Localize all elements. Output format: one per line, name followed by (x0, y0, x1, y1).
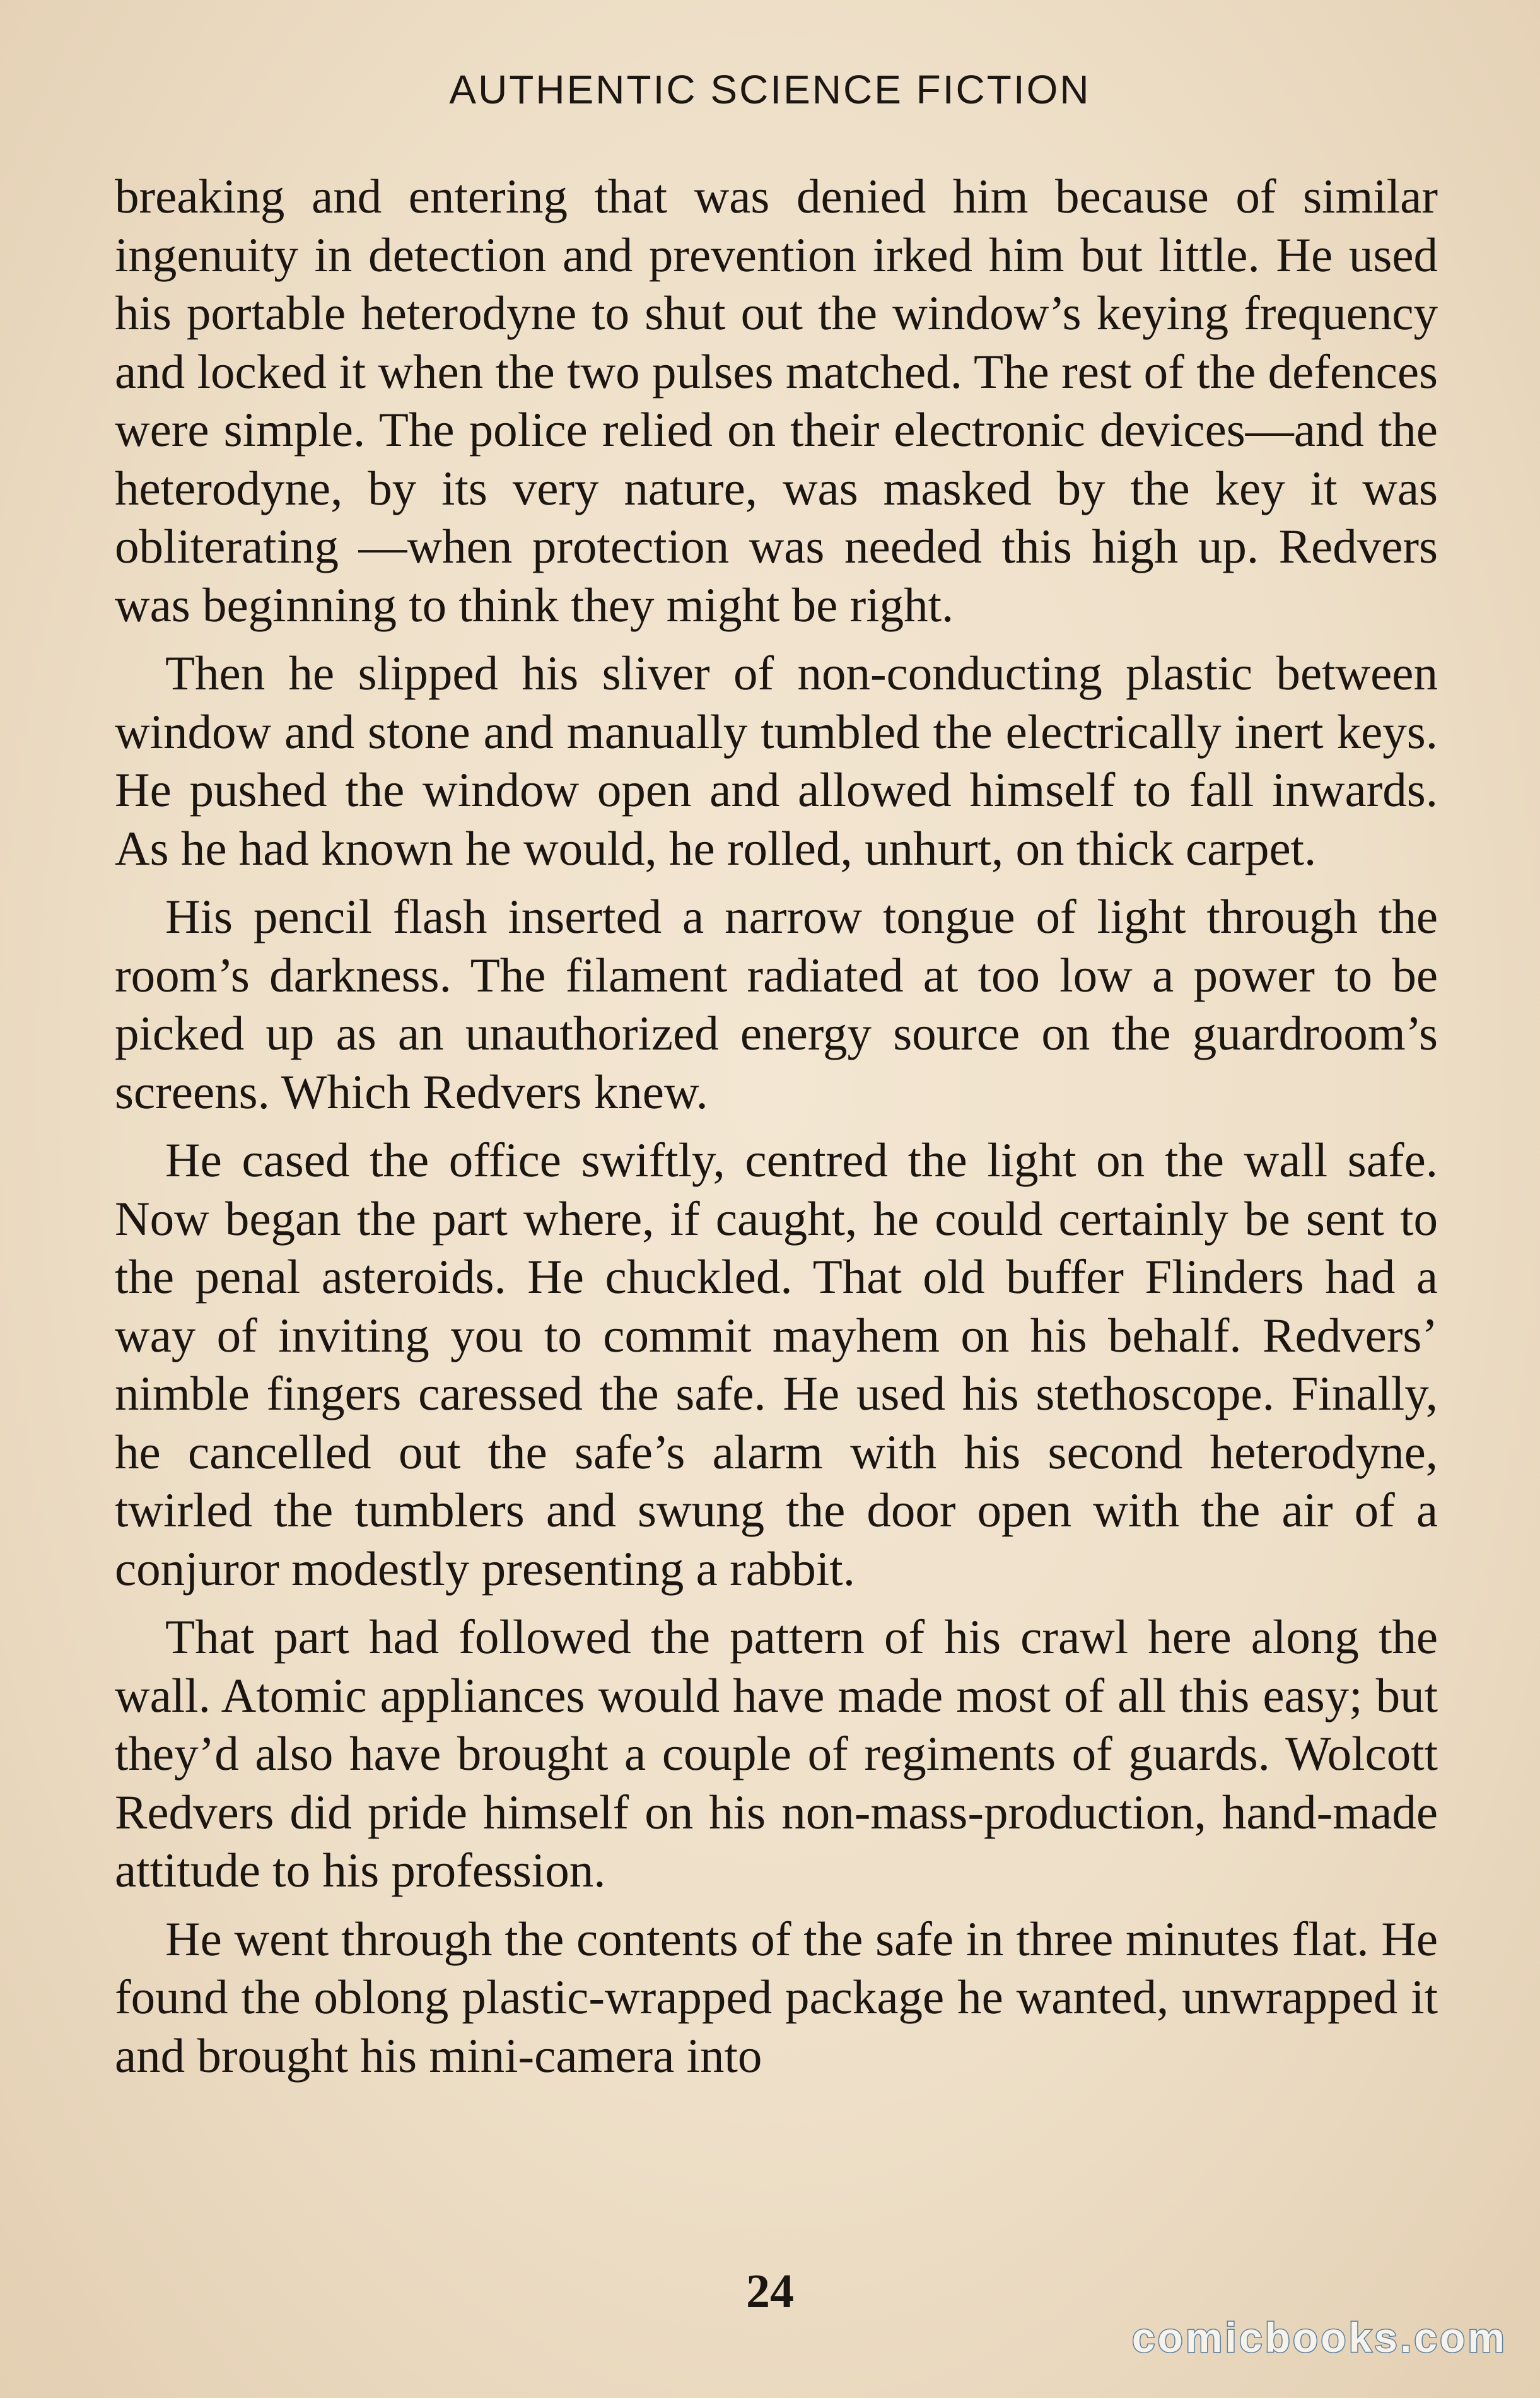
body-text (115, 167, 1438, 2095)
paragraph-4: He cased the office swiftly, centred the light on the wall safe. Now began the part where, if caught, he could certainly be sent to the penal asteroids. He chuckled. That old buffer Flinders had a way of inviting you to commit mayhem on his behalf. Redvers’ nimble fingers caressed the safe. He used his stethoscope. Finally, he cancelled out the safe’s alarm with his second heterodyne, twirled the tumblers and swung the door open with the air of a conjuror modestly presenting a rabbit. (115, 1133, 1438, 1596)
running-head: AUTHENTIC SCIENCE FICTION (449, 67, 1091, 112)
paragraph-3: His pencil flash inserted a narrow tongue of light through the room’s darkness. The filament radiated at too low a power to be picked up as an unauthorized energy source on the guardroom’s screens. Which Redvers knew. (115, 889, 1438, 1119)
paragraph-6: He went through the contents of the safe in three minutes flat. He found the oblong plastic-wrapped package he wanted, unwrapped it and brought his mini-camera into (115, 1911, 1438, 2083)
page-number: 24 (746, 2265, 794, 2318)
paragraph-5: That part had followed the pattern of his crawl here along the wall. Atomic appliances would have made most of all this easy; but they’d also have brought a couple of regiments of guards. Wolcott Redvers did pride himself on his non-mass-production, hand-made attitude to his profession. (115, 1610, 1438, 1897)
watermark: comicbooks.com (1131, 2314, 1507, 2361)
paragraph-2: Then he slipped his sliver of non-conducting plastic between window and stone and manually tumbled the electrically inert keys. He pushed the window open and allowed himself to fall inwards. As he had known he would, he rolled, unhurt, on thick carpet. (115, 646, 1438, 875)
paragraph-1: breaking and entering that was denied him because of similar ingenuity in detection and prevention irked him but little. He used his portable heterodyne to shut out the window’s keying frequency and locked it when the two pulses matched. The rest of the defences were simple. The police relied on their electronic devices—and the heterodyne, by its very nature, was masked by the key it was obliterating —when protection was needed this high up. Redvers was beginning to think they might be right. (115, 169, 1438, 632)
